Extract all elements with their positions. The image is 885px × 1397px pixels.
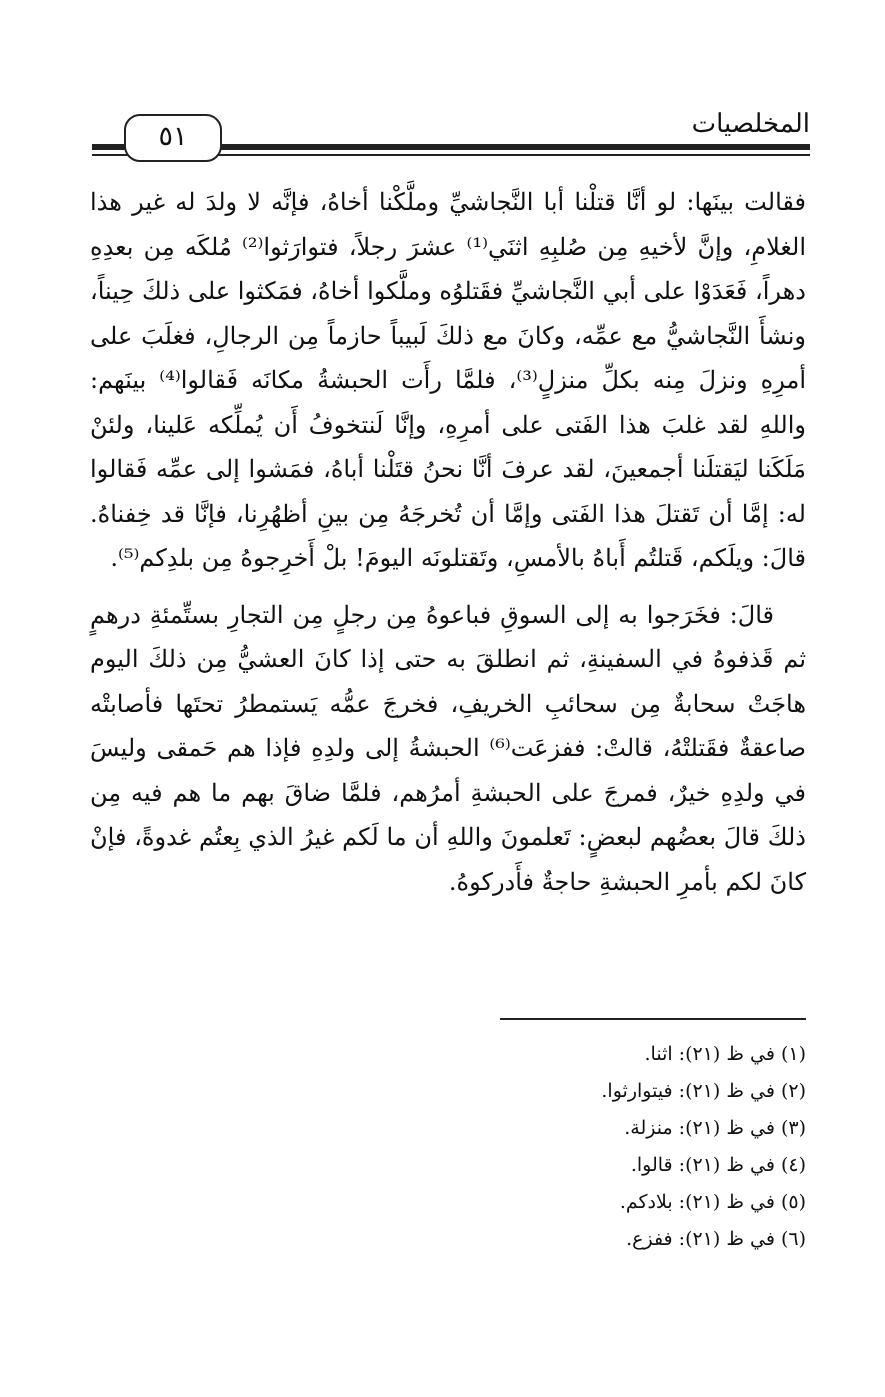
paragraph-2-text: قالَ: فخَرَجوا به إلى السوقِ فباعوهُ مِن رجلٍ مِن التجارِ بستِّمئةِ درهمٍ ثم قَذفوهُ في السفينةِ، ثم انطلقَ به حتى إذا كانَ العشيُّ مِن ذلكَ اليوم هاجَتْ سحابةٌ مِن سحائبِ الخريفِ، فخرجَ عمُّه يَستمطرُ تحتَها فأصابتْه صاعقةٌ فقَتلتْهُ، قالتْ: ففزعَت⁽⁶⁾ الحبشةُ إلى ولدِهِ فإذا هم حَمقى وليسَ في ولدِهِ خيرٌ، فمرجَ على الحبشةِ أمرُهم، فلمَّا ضاقَ بهم ما هم فيه مِن ذلكَ قالَ بعضُهم لبعضٍ: تَعلمونَ واللهِ أن ما لَكم غيرُ الذي بِعتُم غدوةً، فإنْ كانَ لكم بأمرِ الحبشةِ حاجةٌ فأَدركوهُ. — [90, 600, 807, 896]
footnote-divider — [500, 1018, 806, 1020]
footnotes-list — [380, 1036, 806, 1258]
footnote-1: (١) في ظ (٢١): اثنا. — [644, 1043, 806, 1065]
paragraph-2 — [90, 593, 806, 905]
footnote-6: (٦) في ظ (٢١): ففزع. — [626, 1228, 806, 1250]
page-header — [92, 110, 810, 162]
paragraph-1-text: فقالت بينَها: لو أنَّا قتلْنا أبا النَّجاشيِّ وملَّكْنا أخاهُ، فإنَّه لا ولدَ له غير هذا الغلامِ، وإنَّ لأخيهِ مِن صُلبِهِ اثنَي⁽¹⁾ عشرَ رجلاً، فتوارَثوا⁽²⁾ مُلكَه مِن بعدِهِ دهراً، فَعَدَوْا على أبي النَّجاشيِّ فقَتلوُه وملَّكوا أخاهُ، فمَكثوا على ذلكَ حِيناً، ونشأَ النَّجاشيُّ مع عمِّه، وكانَ مع ذلكَ لَبيباً حازماً مِن الرجالِ، فغلَبَ على أمرِهِ ونزلَ مِنه بكلِّ منزلٍ⁽³⁾، فلمَّا رأَت الحبشةُ مكانَه فَقالوا⁽⁴⁾ بينَهم: واللهِ لقد غلبَ هذا الفَتى على أمرِهِ، وإنَّا لَنتخوفُ أَن يُملِّكه عَلينا، ولئنْ مَلَكَنا ليَقتلَنا أجمعينَ، لقد عرفَ أنَّا نحنُ قتَلْنا أباهُ، فمَشوا إلى عمِّه فَقالوا له: إمَّا أن تَقتلَ هذا الفَتى وإمَّا أن تُخرجَهُ مِن بينِ أظهُرِنا، فإنَّا قد خِفناهُ. قالَ: ويلَكم، قَتلتُم أَباهُ بالأمسِ، وتَقتلونَه اليومَ! بلْ أَخرِجوهُ مِن بلدِكم⁽⁵⁾. — [90, 188, 806, 572]
footnote-2: (٢) في ظ (٢١): فيتوارثوا. — [601, 1080, 806, 1102]
footnote-4: (٤) في ظ (٢١): قالوا. — [630, 1154, 806, 1176]
page-number: ٥١ — [124, 114, 222, 162]
footnote-5: (٥) في ظ (٢١): بلادكم. — [619, 1191, 806, 1213]
paragraph-1 — [90, 180, 806, 581]
book-title: المخلصيات — [682, 106, 810, 142]
footnote-3: (٣) في ظ (٢١): منزلة. — [624, 1117, 806, 1139]
main-text — [90, 180, 806, 904]
